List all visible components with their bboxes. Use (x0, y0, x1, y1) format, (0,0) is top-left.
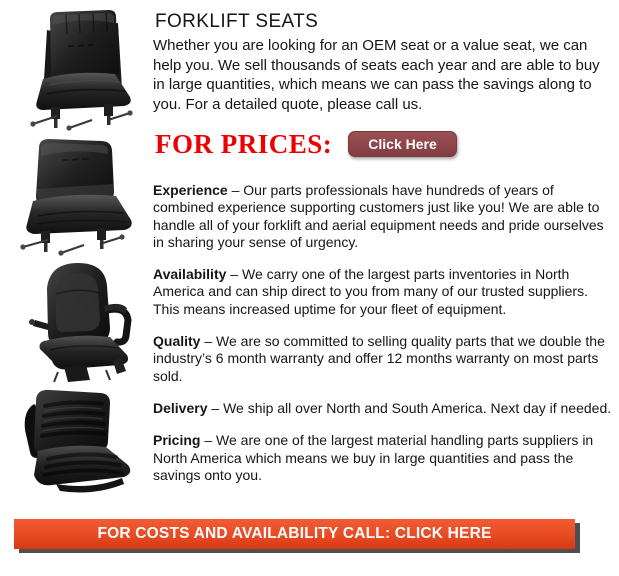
section-heading: Availability (153, 266, 227, 283)
page-title: FORKLIFT SEATS (155, 11, 319, 32)
intro-paragraph: Whether you are looking for an OEM seat or a value seat, we can help you. We sell thousands of seats each year and are able to buy in large quantities, which means we can pass the savings along to you. For a detailed quote, please call us. (153, 37, 600, 113)
seat-image-square-back (16, 6, 146, 132)
section-heading: Pricing (153, 432, 201, 449)
section-dash: – (211, 399, 220, 416)
ribbed-bucket-seat-image (12, 384, 144, 506)
section-heading: Experience (153, 182, 228, 198)
section-dash: – (204, 333, 213, 350)
prices-click-here-button[interactable]: Click Here (348, 131, 456, 157)
section-quality (153, 333, 613, 385)
for-prices-label: FOR PRICES: (155, 129, 333, 159)
section-text: Our parts professionals have hundreds of years of combined experience supporting customers just like you! We are able to handle all of your forklift and aerial equipment needs and pride ourselves in sharing your sense of urgency. (153, 182, 604, 250)
section-heading: Quality (153, 333, 201, 350)
section-experience (153, 182, 613, 251)
seat-image-contoured-armrest (14, 256, 140, 388)
section-delivery (153, 400, 613, 417)
section-text: We are one of the largest material handling parts suppliers in North America which means we buy in large quantities and pass the savings onto you. (153, 432, 594, 483)
section-dash: – (230, 266, 239, 283)
section-dash: – (204, 432, 213, 449)
costs-availability-banner[interactable] (14, 519, 575, 549)
section-heading: Delivery (153, 399, 208, 416)
selling-points-list (153, 182, 613, 499)
section-text: We ship all over North and South America. Next day if needed. (223, 399, 612, 416)
round-back-seat-image (12, 136, 144, 260)
prices-row (155, 128, 613, 160)
section-text: We carry one of the largest parts inventories in North America and can ship direct to you from many of our trusted suppliers. This means increased uptime for your fleet of equipment. (153, 266, 588, 317)
section-pricing (153, 432, 613, 484)
seat-image-ribbed-bucket (12, 384, 144, 506)
section-dash: – (231, 182, 240, 198)
banner-label: FOR COSTS AND AVAILABILITY CALL: CLICK HERE (97, 525, 492, 542)
contoured-seat-image (14, 256, 140, 388)
square-back-seat-image (16, 6, 146, 132)
seat-image-round-back (12, 136, 144, 260)
section-text: We are so committed to selling quality parts that we double the industry’s 6 month warranty and offer 12 months warranty on most parts sold. (153, 333, 605, 384)
section-availability (153, 266, 613, 318)
